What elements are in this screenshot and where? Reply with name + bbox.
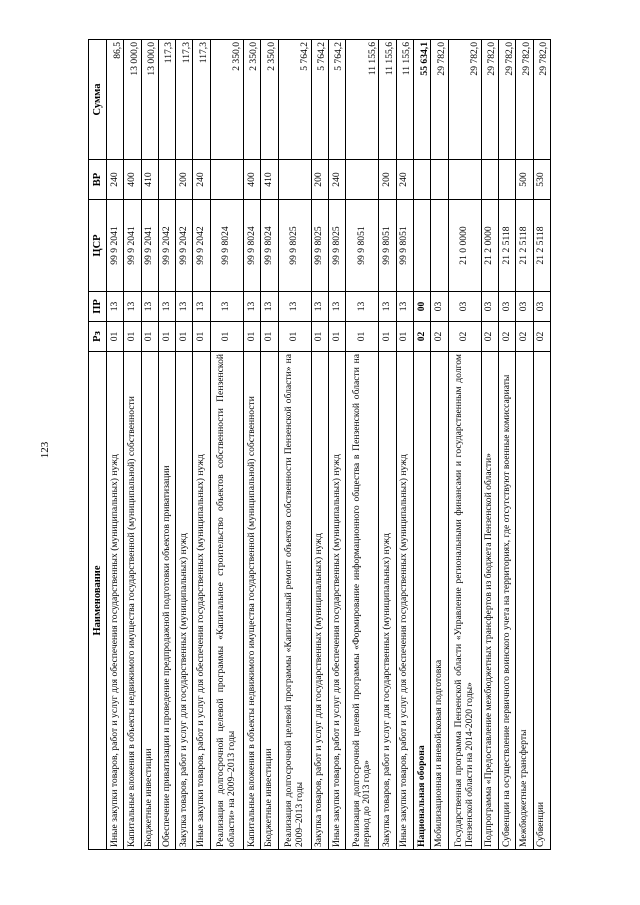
table-row [311, 40, 328, 850]
cell-vr [498, 160, 515, 200]
cell-pr: 13 [124, 292, 141, 322]
cell-vr [346, 160, 379, 200]
cell-rz: 01 [193, 322, 210, 352]
cell-sum: 29 782,0 [481, 40, 498, 160]
cell-pr: 13 [311, 292, 328, 322]
cell-rz: 01 [243, 322, 260, 352]
cell-name: Межбюджетные трансферты [516, 352, 533, 850]
table-row [210, 40, 243, 850]
cell-vr: 200 [176, 160, 193, 200]
cell-rz: 02 [448, 322, 481, 352]
table-row [346, 40, 379, 850]
cell-rz: 01 [124, 322, 141, 352]
cell-csr: 99 9 2041 [124, 200, 141, 292]
cell-pr: 13 [379, 292, 396, 322]
cell-sum: 5 764,2 [328, 40, 345, 160]
header-vr: ВР [89, 160, 107, 200]
cell-rz: 01 [141, 322, 158, 352]
cell-sum: 5 764,2 [278, 40, 311, 160]
cell-sum: 11 155,6 [346, 40, 379, 160]
cell-sum: 13 000,0 [124, 40, 141, 160]
cell-pr: 13 [210, 292, 243, 322]
cell-vr: 200 [379, 160, 396, 200]
table-header-row [89, 40, 107, 850]
cell-pr: 13 [278, 292, 311, 322]
cell-pr: 03 [431, 292, 448, 322]
cell-name: Реализация долгосрочной целевой программы «Капитальное строительство объектов собственности Пензенской области» на 2009–2013 годы [210, 352, 243, 850]
cell-sum: 29 782,0 [498, 40, 515, 160]
cell-rz: 01 [346, 322, 379, 352]
cell-vr [210, 160, 243, 200]
cell-sum: 29 782,0 [516, 40, 533, 160]
cell-vr [413, 160, 430, 200]
cell-vr: 530 [533, 160, 550, 200]
cell-sum: 11 155,6 [379, 40, 396, 160]
cell-rz: 02 [431, 322, 448, 352]
cell-pr: 13 [346, 292, 379, 322]
cell-name: Подпрограмма «Предоставление межбюджетных трансфертов из бюджета Пензенской области» [481, 352, 498, 850]
cell-name: Иные закупки товаров, работ и услуг для обеспечения государственных (муниципальных) нужд [107, 352, 124, 850]
cell-sum: 117,3 [176, 40, 193, 160]
cell-csr: 21 0 0000 [448, 200, 481, 292]
table-row [176, 40, 193, 850]
cell-vr: 500 [516, 160, 533, 200]
cell-rz: 01 [210, 322, 243, 352]
table-row [328, 40, 345, 850]
cell-name: Иные закупки товаров, работ и услуг для обеспечения государственных (муниципальных) нужд [328, 352, 345, 850]
cell-pr: 03 [533, 292, 550, 322]
cell-pr: 13 [396, 292, 413, 322]
cell-sum: 13 000,0 [141, 40, 158, 160]
table-row [516, 40, 533, 850]
cell-sum: 11 155,6 [396, 40, 413, 160]
cell-pr: 13 [158, 292, 175, 322]
cell-csr: 99 9 8025 [278, 200, 311, 292]
header-name: Наименование [89, 352, 107, 850]
cell-pr: 13 [141, 292, 158, 322]
cell-pr: 03 [498, 292, 515, 322]
cell-vr [481, 160, 498, 200]
cell-vr [278, 160, 311, 200]
header-sum: Сумма [89, 40, 107, 160]
cell-rz: 01 [107, 322, 124, 352]
cell-name: Бюджетные инвестиции [261, 352, 278, 850]
cell-pr: 13 [193, 292, 210, 322]
cell-rz: 02 [413, 322, 430, 352]
cell-csr [413, 200, 430, 292]
cell-name: Бюджетные инвестиции [141, 352, 158, 850]
cell-rz: 02 [498, 322, 515, 352]
cell-sum: 29 782,0 [431, 40, 448, 160]
cell-vr: 240 [396, 160, 413, 200]
cell-name: Закупка товаров, работ и услуг для государственных (муниципальных) нужд [379, 352, 396, 850]
header-csr: ЦСР [89, 200, 107, 292]
cell-pr: 00 [413, 292, 430, 322]
cell-sum: 86,5 [107, 40, 124, 160]
cell-pr: 13 [328, 292, 345, 322]
cell-rz: 01 [176, 322, 193, 352]
cell-csr: 99 9 8025 [311, 200, 328, 292]
cell-csr: 99 9 2042 [158, 200, 175, 292]
cell-vr: 240 [193, 160, 210, 200]
table-row [193, 40, 210, 850]
cell-name: Иные закупки товаров, работ и услуг для обеспечения государственных (муниципальных) нужд [396, 352, 413, 850]
cell-vr: 240 [107, 160, 124, 200]
table-row [261, 40, 278, 850]
cell-rz: 01 [379, 322, 396, 352]
table-row [498, 40, 515, 850]
cell-csr: 99 9 2041 [107, 200, 124, 292]
cell-vr: 400 [124, 160, 141, 200]
cell-name: Капитальные вложения в объекты недвижимого имущества государственной (муниципальной) собственности [124, 352, 141, 850]
cell-vr: 410 [261, 160, 278, 200]
cell-vr [448, 160, 481, 200]
table-row [481, 40, 498, 850]
budget-table [88, 39, 551, 850]
cell-name: Закупка товаров, работ и услуг для государственных (муниципальных) нужд [311, 352, 328, 850]
cell-pr: 03 [516, 292, 533, 322]
cell-rz: 02 [516, 322, 533, 352]
cell-rz: 02 [481, 322, 498, 352]
cell-csr: 99 9 2041 [141, 200, 158, 292]
cell-rz: 02 [533, 322, 550, 352]
page-number: 123 [39, 441, 51, 459]
cell-csr: 99 9 2042 [176, 200, 193, 292]
cell-vr: 400 [243, 160, 260, 200]
cell-rz: 01 [311, 322, 328, 352]
cell-name: Реализация долгосрочной целевой программы «Капитальный ремонт объектов собственности Пензенской области» на 2009–2013 годы [278, 352, 311, 850]
cell-vr: 240 [328, 160, 345, 200]
cell-csr: 99 9 8024 [243, 200, 260, 292]
cell-rz: 01 [261, 322, 278, 352]
cell-csr: 99 9 8024 [210, 200, 243, 292]
header-rz: Рз [89, 322, 107, 352]
cell-vr: 200 [311, 160, 328, 200]
cell-pr: 13 [243, 292, 260, 322]
cell-vr [431, 160, 448, 200]
cell-sum: 29 782,0 [533, 40, 550, 160]
cell-rz: 01 [158, 322, 175, 352]
cell-name: Государственная программа Пензенской области «Управление региональными финансами и государственным долгом Пензенской области на 2014-2020 годы» [448, 352, 481, 850]
cell-pr: 13 [261, 292, 278, 322]
table-row [107, 40, 124, 850]
cell-sum: 55 634,1 [413, 40, 430, 160]
cell-sum: 2 350,0 [243, 40, 260, 160]
cell-csr: 99 9 8025 [328, 200, 345, 292]
table-row [448, 40, 481, 850]
cell-sum: 2 350,0 [210, 40, 243, 160]
cell-pr: 13 [176, 292, 193, 322]
header-pr: ПР [89, 292, 107, 322]
cell-csr: 21 2 5118 [498, 200, 515, 292]
cell-vr: 410 [141, 160, 158, 200]
cell-sum: 5 764,2 [311, 40, 328, 160]
cell-name: Национальная оборона [413, 352, 430, 850]
rotated-table-container [88, 40, 551, 850]
cell-csr: 99 9 8051 [346, 200, 379, 292]
cell-csr: 99 9 8024 [261, 200, 278, 292]
cell-name: Капитальные вложения в объекты недвижимого имущества государственной (муниципальной) собственности [243, 352, 260, 850]
cell-name: Субвенции на осуществление первичного воинского учета на территориях, где отсутствуют военные комиссариаты [498, 352, 515, 850]
cell-sum: 117,3 [193, 40, 210, 160]
cell-sum: 117,3 [158, 40, 175, 160]
table-row [158, 40, 175, 850]
table-row [533, 40, 550, 850]
cell-csr: 21 2 0000 [481, 200, 498, 292]
cell-rz: 01 [328, 322, 345, 352]
table-row [141, 40, 158, 850]
cell-pr: 13 [107, 292, 124, 322]
table-row [379, 40, 396, 850]
table-row [413, 40, 430, 850]
cell-name: Обеспечение приватизации и проведение предпродажной подготовки объектов приватизации [158, 352, 175, 850]
cell-pr: 03 [448, 292, 481, 322]
table-row [396, 40, 413, 850]
table-row [124, 40, 141, 850]
cell-name: Закупка товаров, работ и услуг для государственных (муниципальных) нужд [176, 352, 193, 850]
cell-name: Мобилизационная и вневойсковая подготовка [431, 352, 448, 850]
cell-csr: 21 2 5118 [516, 200, 533, 292]
cell-sum: 29 782,0 [448, 40, 481, 160]
cell-name: Реализация долгосрочной целевой программы «Формирование информационного общества в Пензенской области на период до 2013 года» [346, 352, 379, 850]
cell-csr: 21 2 5118 [533, 200, 550, 292]
cell-rz: 01 [396, 322, 413, 352]
cell-sum: 2 350,0 [261, 40, 278, 160]
cell-vr [158, 160, 175, 200]
table-row [243, 40, 260, 850]
cell-csr [431, 200, 448, 292]
cell-name: Иные закупки товаров, работ и услуг для обеспечения государственных (муниципальных) нужд [193, 352, 210, 850]
cell-csr: 99 9 8051 [379, 200, 396, 292]
cell-csr: 99 9 2042 [193, 200, 210, 292]
cell-rz: 01 [278, 322, 311, 352]
cell-name: Субвенции [533, 352, 550, 850]
table-row [278, 40, 311, 850]
table-row [431, 40, 448, 850]
cell-pr: 03 [481, 292, 498, 322]
cell-csr: 99 9 8051 [396, 200, 413, 292]
